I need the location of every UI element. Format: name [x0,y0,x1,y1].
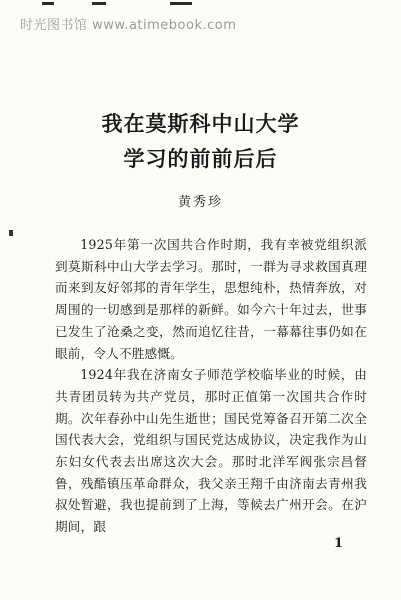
scan-mark [92,2,106,5]
page-number: 1 [334,536,344,551]
title-line-2: 学习的前前后后 [123,146,278,171]
watermark: 时光图书馆 www.atimebook.com [20,18,237,33]
paragraph-2: 1924年我在济南女子师范学校临毕业的时候，由共青团员转为共产党员，那时正值第一次国共合作时期。次年春孙中山先生逝世；国民党筹备召开第二次全国代表大会，党组织与国民党达成协议，决定我作为山东妇女代表去出席这次大会。那时北洋军阀张宗昌督鲁，残酷镇压革命群众，我父亲王翔千由济南去青州我叔处暂避，我也提前到了上海，等候去广州开会。在沪期间，跟 [55,367,367,535]
edge-mark [9,230,13,236]
paragraph-1: 1925年第一次国共合作时期，我有幸被党组织派到莫斯科中山大学去学习。那时，一群为寻求救国真理而来到友好邻邦的青年学生，思想纯朴，热情奔放，对周围的一切感到是那样的新鲜。如今六十年过去，世事已发生了沧桑之变，然而追忆往昔，一幕幕往事仍如在眼前，令人不胜感慨。 [55,237,367,361]
title-line-1: 我在莫斯科中山大学 [101,111,300,136]
body-text [55,234,367,538]
author-name: 黄秀珍 [177,195,223,210]
scan-mark [42,2,54,5]
scan-mark [170,2,192,5]
